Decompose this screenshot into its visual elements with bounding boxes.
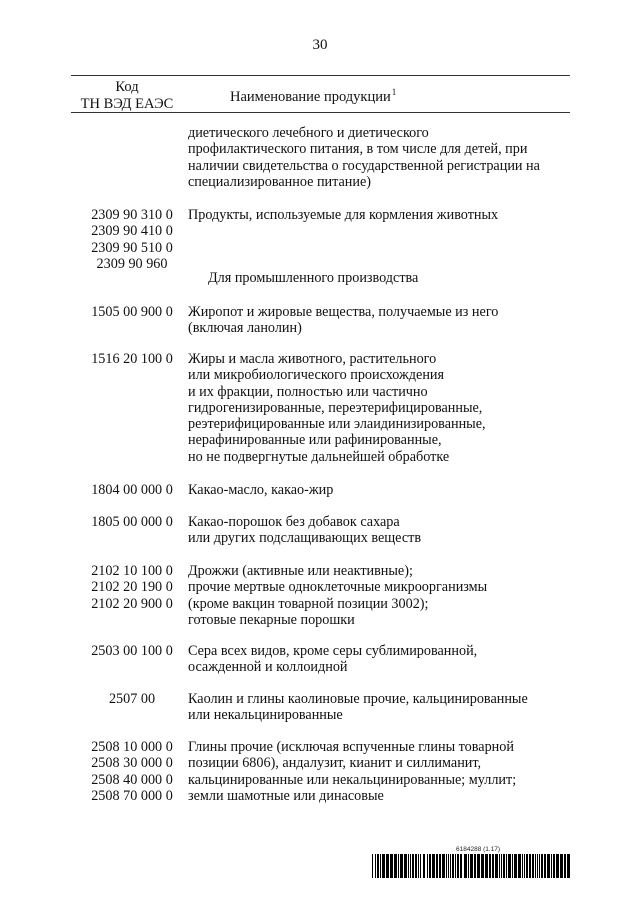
- product-name: [188, 207, 573, 223]
- tnved-code: 2102 20 190 0: [91, 579, 173, 596]
- product-name-line: Каолин и глины каолиновые прочие, кальцинированные: [188, 691, 528, 707]
- product-name-line: или некальцинированные: [188, 707, 343, 724]
- tnved-code: 2102 10 100 0: [91, 563, 173, 579]
- tnved-code: 1516 20 100 0: [91, 351, 173, 367]
- product-name-line: специализированное питание): [188, 173, 372, 190]
- tnved-code: 2503 00 100 0: [91, 643, 173, 659]
- tnved-codes: [82, 739, 182, 804]
- column-header-code-line1: Код: [115, 79, 139, 95]
- product-name-line: Жиропот и жировые вещества, получаемые из него: [188, 304, 499, 320]
- product-name: [188, 125, 573, 190]
- footnote-marker: 1: [391, 87, 397, 97]
- product-name-line: (кроме вакцин товарной позиции 3002);: [188, 595, 429, 612]
- tnved-code: 2309 90 510 0: [91, 239, 173, 256]
- tnved-code: 2309 90 310 0: [91, 207, 173, 223]
- product-name-line: Какао-порошок без добавок сахара: [188, 514, 400, 530]
- tnved-code: 2508 70 000 0: [91, 787, 173, 804]
- column-header-name-label: Наименование продукции: [230, 89, 391, 105]
- tnved-code: 2309 90 960: [96, 255, 168, 272]
- barcode-number: 6184288 (1.17): [456, 846, 501, 853]
- tnved-codes: [82, 207, 182, 272]
- product-name-line: (включая ланолин): [188, 320, 302, 337]
- product-name-line: Сера всех видов, кроме серы сублимированной,: [188, 643, 478, 659]
- tnved-codes: [82, 482, 182, 498]
- page-number: 30: [312, 37, 328, 53]
- product-name-line: но не подвергнутые дальнейшей обработке: [188, 448, 450, 465]
- product-name-line: готовые пекарные порошки: [188, 611, 355, 628]
- product-name-line: Жиры и масла животного, растительного: [188, 351, 437, 367]
- product-name-line: кальцинированные или некальцинированные; муллит;: [188, 771, 517, 788]
- barcode-image: [372, 854, 572, 878]
- product-name-line: и их фракции, полностью или частично: [188, 383, 428, 400]
- tnved-code: 2507 00: [108, 691, 156, 707]
- tnved-code: 1505 00 900 0: [91, 304, 173, 320]
- tnved-codes: [82, 514, 182, 530]
- tnved-codes: [82, 563, 182, 612]
- product-name-line: осажденной и коллоидной: [188, 659, 348, 676]
- product-name-line: наличии свидетельства о государственной регистрации на: [188, 157, 540, 174]
- product-name-line: земли шамотные или динасовые: [188, 787, 384, 804]
- product-name-line: Дрожжи (активные или неактивные);: [188, 563, 413, 579]
- product-name-line: или микробиологического происхождения: [188, 367, 445, 384]
- column-header-code: [71, 79, 183, 113]
- tnved-code: 2508 10 000 0: [91, 739, 173, 755]
- product-name-line: нерафинированные или рафинированные,: [188, 432, 442, 449]
- tnved-codes: [82, 691, 182, 707]
- tnved-code: 1805 00 000 0: [91, 514, 173, 530]
- column-header-name: [230, 87, 530, 106]
- tnved-codes: [82, 304, 182, 320]
- section-subheading: Для промышленного производства: [208, 270, 419, 286]
- product-name-line: профилактического питания, в том числе для детей, при: [188, 141, 528, 158]
- product-name-line: Какао-масло, какао-жир: [188, 482, 334, 498]
- product-name: [188, 514, 573, 547]
- product-name-line: диетического лечебного и диетического: [188, 125, 429, 141]
- product-name: [188, 691, 573, 724]
- product-name: [188, 563, 573, 628]
- product-name: [188, 482, 573, 498]
- product-name-line: Глины прочие (исключая вспученные глины товарной: [188, 739, 514, 755]
- product-name-line: позиции 6806), андалузит, кианит и силлиманит,: [188, 755, 482, 772]
- product-name: [188, 739, 573, 804]
- product-name-line: Продукты, используемые для кормления животных: [188, 207, 499, 223]
- table-header-rule: [71, 112, 570, 113]
- tnved-code: 2508 40 000 0: [91, 771, 173, 788]
- tnved-code: 2508 30 000 0: [91, 755, 173, 772]
- product-name-line: реэтерифицированные или элаидинизированные,: [188, 416, 486, 433]
- table-top-rule: [71, 75, 570, 76]
- product-name-line: гидрогенизированные, переэтерифицированные,: [188, 399, 483, 416]
- tnved-code: 2309 90 410 0: [91, 223, 173, 240]
- tnved-code: 1804 00 000 0: [91, 482, 173, 498]
- product-name-line: прочие мертвые одноклеточные микроорганизмы: [188, 579, 488, 596]
- product-name: [188, 304, 573, 337]
- product-name: [188, 351, 573, 465]
- tnved-code: 2102 20 900 0: [91, 595, 173, 612]
- tnved-codes: [82, 643, 182, 659]
- product-name-line: или других подслащивающих веществ: [188, 530, 422, 547]
- tnved-codes: [82, 351, 182, 367]
- column-header-code-line2: ТН ВЭД ЕАЭС: [80, 96, 174, 112]
- product-name: [188, 643, 573, 676]
